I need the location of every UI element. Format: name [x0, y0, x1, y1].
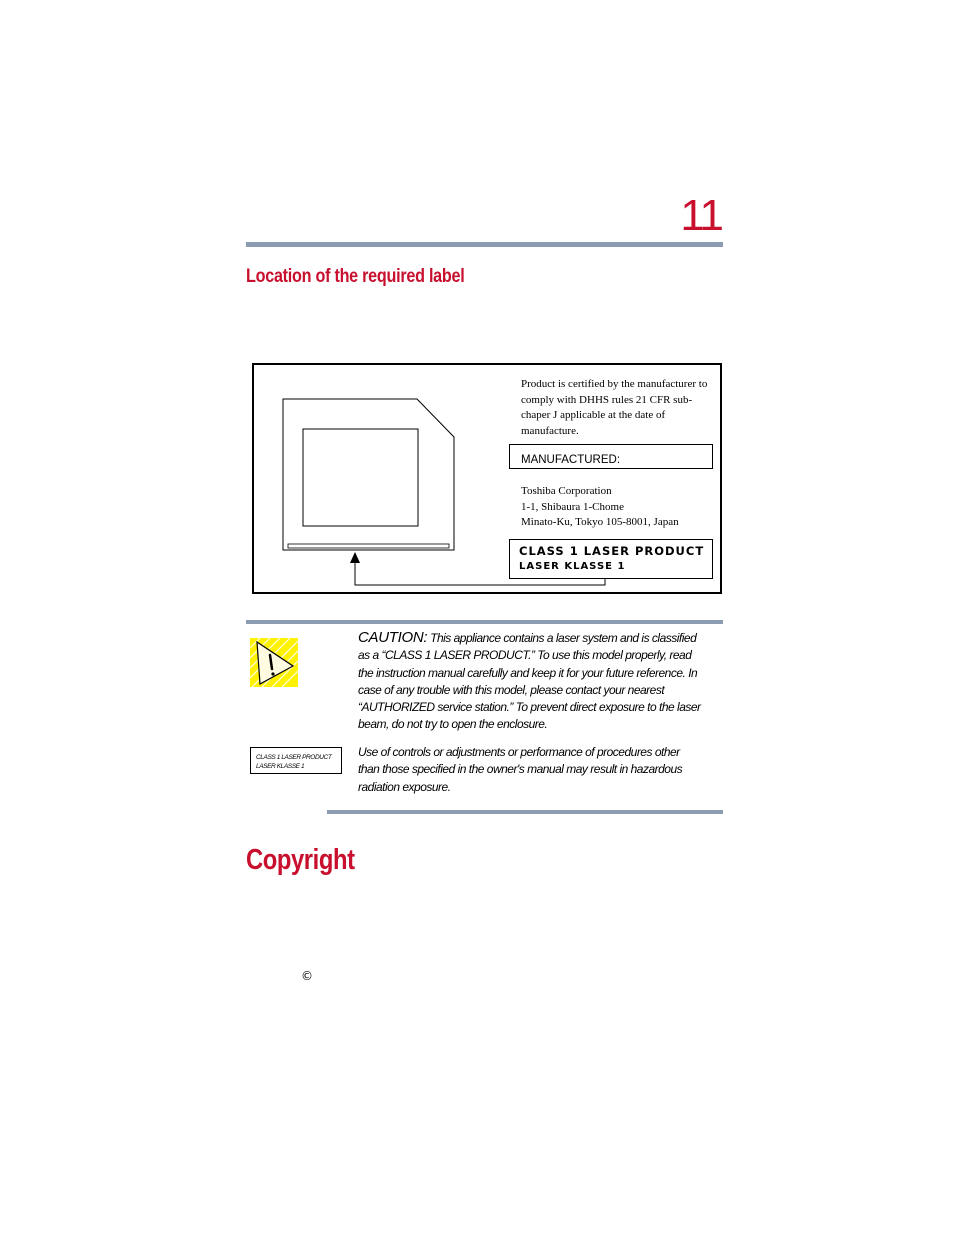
radiation-warning-paragraph: Use of controls or adjustments or performance of procedures other than those specified in the owner's manual may result in hazardous radiation exposure.	[358, 745, 683, 794]
manufacturer-address	[521, 484, 721, 531]
drive-slot	[288, 544, 449, 548]
class-label-line-1: CLASS 1 LASER PRODUCT	[519, 544, 705, 558]
section-heading-label-location: Location of the required label	[246, 266, 465, 287]
address-line: Toshiba Corporation	[521, 485, 612, 497]
small-label-line-2: LASER KLASSE 1	[256, 763, 305, 770]
section-heading-copyright: Copyright	[246, 844, 355, 876]
manufactured-label: MANUFACTURED:	[521, 454, 621, 466]
top-rule	[246, 242, 723, 247]
class-1-laser-label	[509, 539, 713, 579]
caution-word: CAUTION:	[358, 629, 428, 646]
page-number: 11	[680, 191, 722, 240]
caution-top-rule	[246, 620, 723, 624]
caution-body: This appliance contains a laser system and is classified as a “CLASS 1 LASER PRODUCT.” To use this model properly, read the instruction manual carefully and keep it for your future reference. In case of any trouble with this model, please contact your nearest “AUTHORIZED service station.” To prevent direct exposure to the laser beam, do not try to open the enclosure.	[358, 631, 701, 732]
caution-bottom-rule	[327, 810, 723, 814]
manufactured-box	[509, 444, 713, 469]
small-class-1-label	[250, 747, 342, 774]
caution-icon	[250, 638, 298, 687]
leader-arrowhead	[350, 552, 360, 563]
address-line: Minato-Ku, Tokyo 105-8001, Japan	[521, 516, 679, 528]
small-label-line-1: CLASS 1 LASER PRODUCT	[256, 754, 332, 761]
certification-text: Product is certified by the manufacturer to comply with DHHS rules 21 CFR sub-chaper J applicable at the date of manufacture.	[521, 378, 708, 437]
caution-paragraph	[358, 629, 703, 734]
laser-label-figure	[252, 363, 722, 594]
drive-label-area	[303, 429, 418, 526]
drive-outline	[283, 399, 454, 550]
class-label-line-2: LASER KLASSE 1	[519, 561, 626, 572]
address-line: 1-1, Shibaura 1-Chome	[521, 500, 624, 513]
copyright-symbol: ©	[301, 969, 313, 983]
